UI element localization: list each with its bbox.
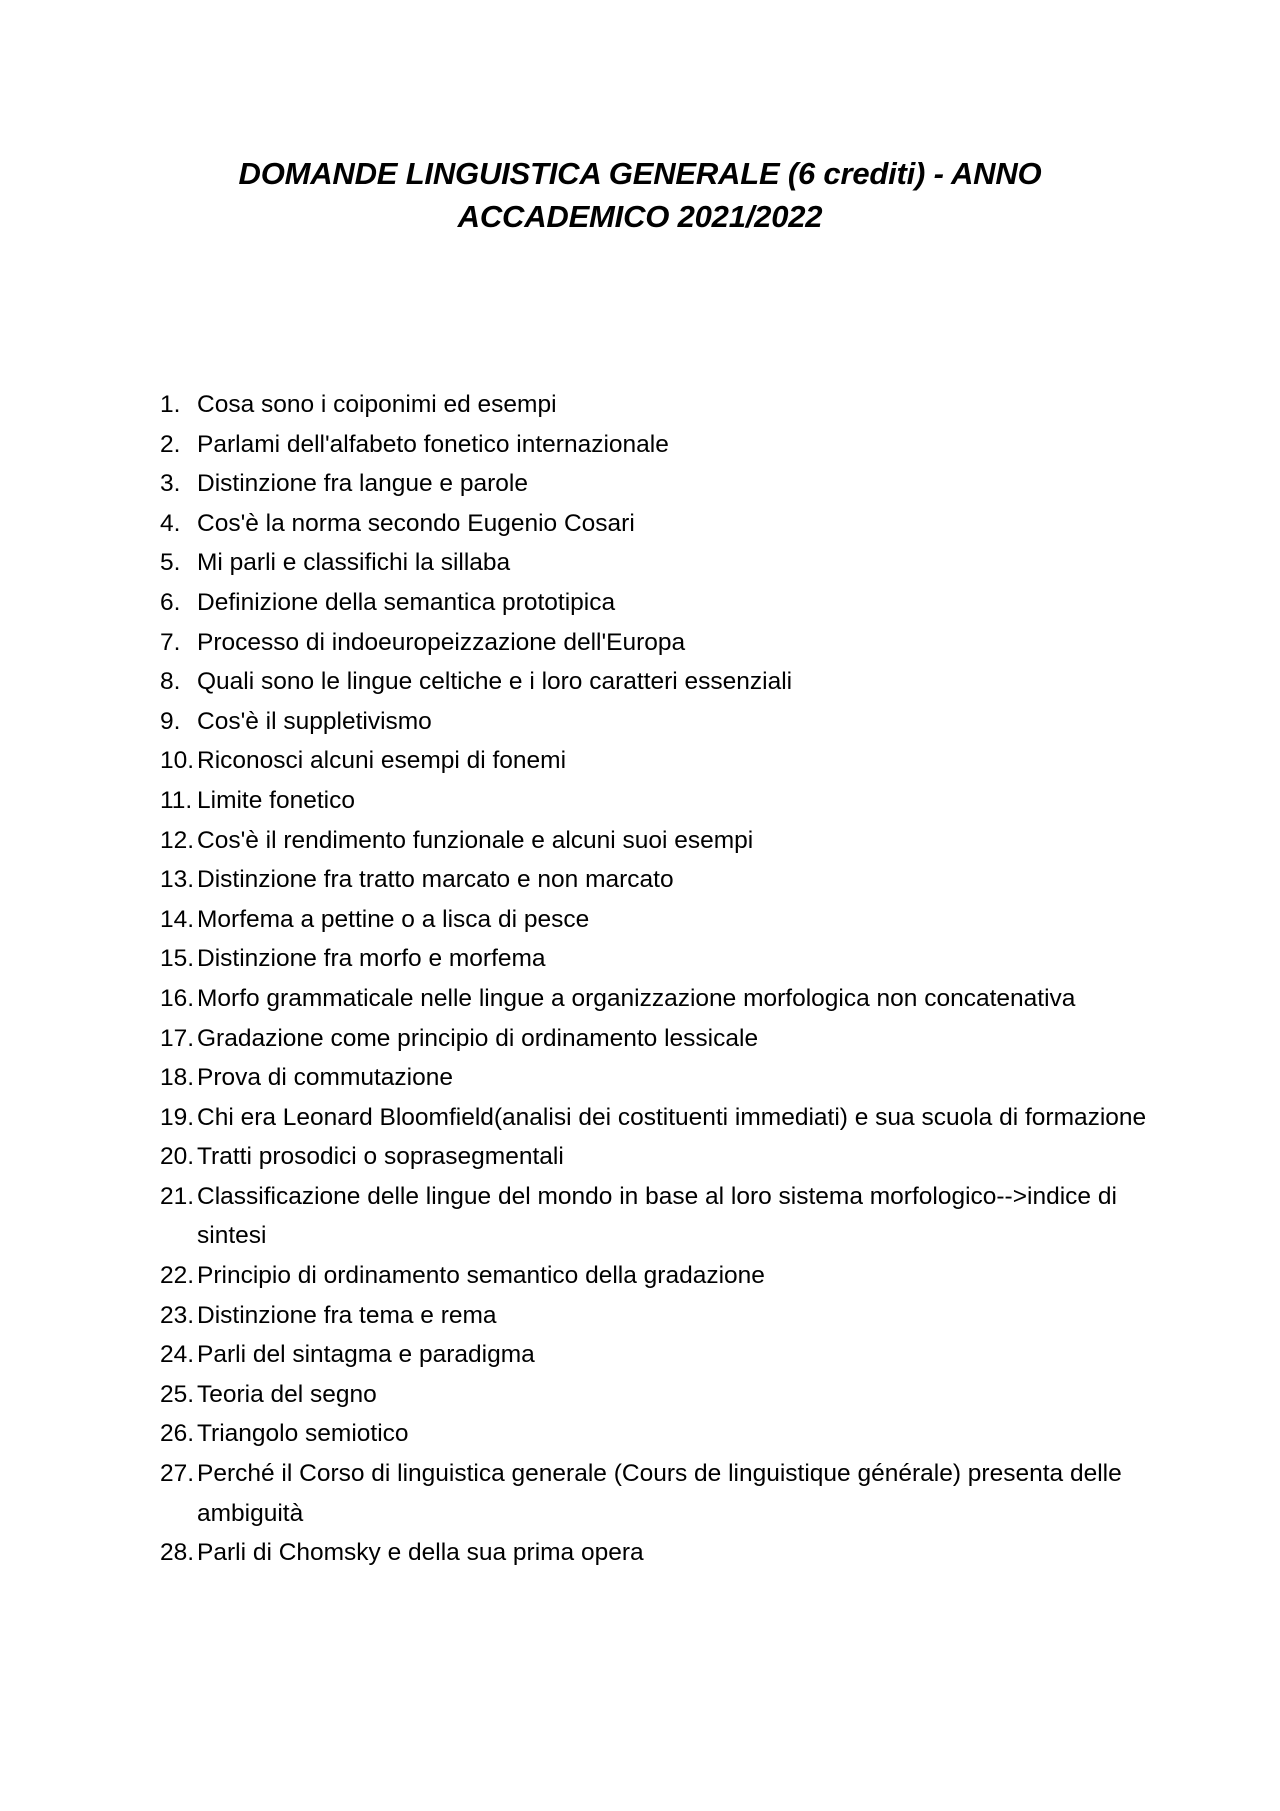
- question-text: Triangolo semiotico: [197, 1420, 409, 1448]
- question-text: Definizione della semantica prototipica: [197, 588, 616, 616]
- question-number: 2.: [160, 430, 181, 458]
- question-text: Teoria del segno: [197, 1380, 377, 1408]
- question-number: 22.: [160, 1262, 195, 1290]
- question-item: [160, 464, 1170, 504]
- question-item: [160, 1454, 1170, 1533]
- question-text: Limite fonetico: [197, 786, 355, 814]
- question-number: 14.: [160, 905, 195, 933]
- document-title-line-1: DOMANDE LINGUISTICA GENERALE (6 crediti) - ANNO: [238, 156, 1042, 191]
- question-number: 1.: [160, 391, 181, 418]
- question-text: Parli del sintagma e paradigma: [197, 1341, 535, 1369]
- question-text: Morfema a pettine o a lisca di pesce: [197, 905, 590, 933]
- question-number: 17.: [160, 1024, 195, 1052]
- document-title-line-2: ACCADEMICO 2021/2022: [457, 199, 823, 234]
- question-number: 7.: [160, 628, 181, 656]
- question-number: 6.: [160, 588, 181, 616]
- question-item: [160, 385, 1170, 425]
- question-text: Distinzione fra tratto marcato e non marcato: [197, 866, 674, 894]
- question-text: Gradazione come principio di ordinamento lessicale: [197, 1024, 759, 1052]
- question-item: [160, 1375, 1170, 1415]
- question-text: Tratti prosodici o soprasegmentali: [197, 1143, 564, 1171]
- question-item: [160, 1335, 1170, 1375]
- question-text: Distinzione fra morfo e morfema: [197, 945, 546, 973]
- question-item: [160, 1137, 1170, 1177]
- question-number: 26.: [160, 1420, 195, 1448]
- question-item: [160, 1256, 1170, 1296]
- question-number: 23.: [160, 1301, 195, 1329]
- question-text: Cos'è la norma secondo Eugenio Cosari: [197, 509, 635, 537]
- question-item: [160, 543, 1170, 583]
- question-item: [160, 741, 1170, 781]
- question-item: [160, 1296, 1170, 1336]
- question-number: 9.: [160, 707, 181, 735]
- question-item: [160, 583, 1170, 623]
- question-number: 27.: [160, 1460, 195, 1488]
- question-number: 21.: [160, 1182, 195, 1210]
- question-number: 28.: [160, 1539, 195, 1567]
- question-text: Chi era Leonard Bloomfield(analisi dei costituenti immediati) e sua scuola di formazione: [197, 1103, 1147, 1131]
- question-number: 11.: [160, 786, 193, 814]
- question-number: 18.: [160, 1064, 195, 1092]
- question-number: 12.: [160, 826, 195, 854]
- question-number: 5.: [160, 549, 181, 577]
- question-item: [160, 1058, 1170, 1098]
- document-title: [190, 152, 1090, 238]
- question-item: [160, 821, 1170, 861]
- question-item: [160, 1177, 1170, 1256]
- question-item: [160, 939, 1170, 979]
- question-text: Cosa sono i coiponimi ed esempi: [197, 391, 557, 418]
- question-number: 16.: [160, 984, 195, 1012]
- question-item: [160, 1098, 1170, 1138]
- question-number: 20.: [160, 1143, 195, 1171]
- question-text: Morfo grammaticale nelle lingue a organizzazione morfologica non concatenativa: [197, 984, 1076, 1012]
- question-number: 4.: [160, 509, 181, 537]
- question-text: Quali sono le lingue celtiche e i loro caratteri essenziali: [197, 668, 793, 696]
- question-text: Perché il Corso di linguistica generale (Cours de linguistique générale) presenta delle ambiguità: [197, 1460, 1122, 1527]
- question-text: Cos'è il suppletivismo: [197, 707, 432, 735]
- question-number: 13.: [160, 866, 195, 894]
- question-text: Mi parli e classifichi la sillaba: [197, 549, 511, 577]
- question-text: Distinzione fra tema e rema: [197, 1301, 497, 1329]
- question-text: Principio di ordinamento semantico della gradazione: [197, 1262, 765, 1290]
- question-number: 24.: [160, 1341, 195, 1369]
- question-number: 15.: [160, 945, 195, 973]
- question-item: [160, 1019, 1170, 1059]
- question-list: [160, 385, 1170, 1573]
- question-item: [160, 623, 1170, 663]
- question-text: Cos'è il rendimento funzionale e alcuni suoi esempi: [197, 826, 754, 854]
- question-item: [160, 662, 1170, 702]
- question-item: [160, 702, 1170, 742]
- question-text: Riconosci alcuni esempi di fonemi: [197, 747, 567, 775]
- question-item: [160, 900, 1170, 940]
- question-text: Parlami dell'alfabeto fonetico internazionale: [197, 430, 669, 458]
- question-number: 3.: [160, 470, 181, 498]
- question-item: [160, 979, 1170, 1019]
- question-item: [160, 860, 1170, 900]
- question-number: 19.: [160, 1103, 195, 1131]
- question-item: [160, 1414, 1170, 1454]
- question-item: [160, 425, 1170, 465]
- question-text: Distinzione fra langue e parole: [197, 470, 528, 498]
- question-item: [160, 781, 1170, 821]
- question-text: Prova di commutazione: [197, 1064, 454, 1092]
- question-number: 10.: [160, 747, 195, 775]
- question-text: Processo di indoeuropeizzazione dell'Europa: [197, 628, 686, 656]
- question-text: Classificazione delle lingue del mondo in base al loro sistema morfologico-->indice di sintesi: [197, 1182, 1117, 1250]
- question-item: [160, 1533, 1170, 1573]
- question-text: Parli di Chomsky e della sua prima opera: [197, 1539, 644, 1567]
- question-number: 25.: [160, 1380, 195, 1408]
- question-number: 8.: [160, 668, 181, 696]
- question-item: [160, 504, 1170, 544]
